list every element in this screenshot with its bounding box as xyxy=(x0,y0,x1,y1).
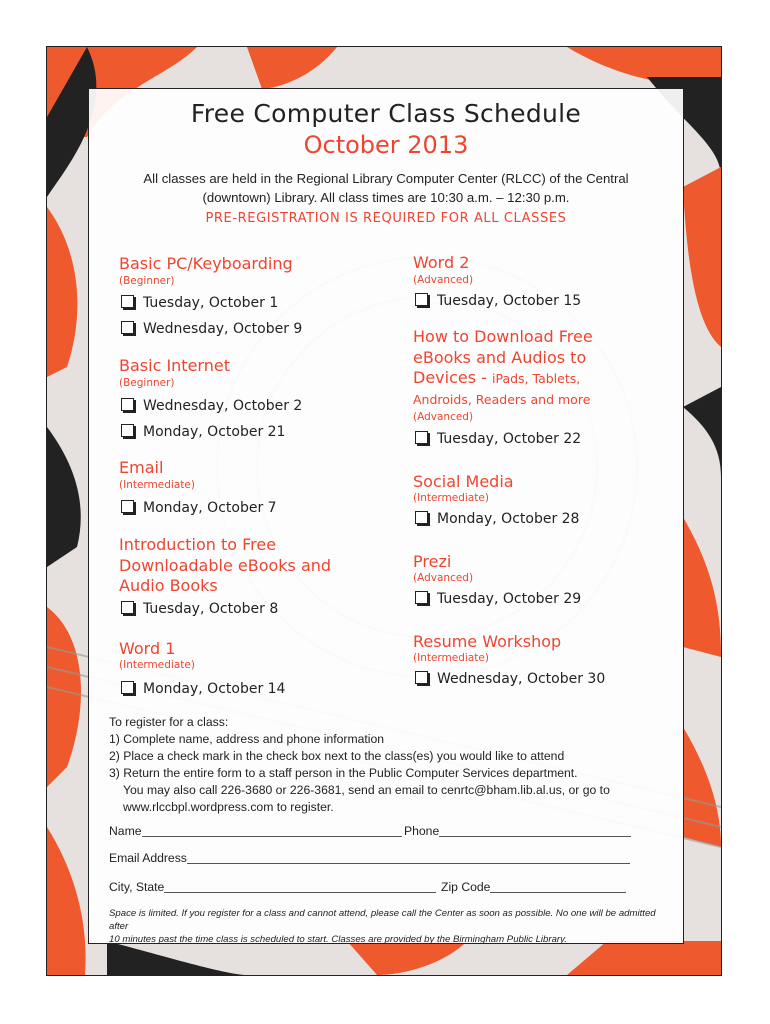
session-intro-ebooks-1[interactable]: Tuesday, October 8 xyxy=(121,601,278,617)
class-title-word1: Word 1 xyxy=(119,639,176,658)
session-word2-1[interactable]: Tuesday, October 15 xyxy=(415,293,581,309)
intro-text xyxy=(119,169,653,207)
registration-instructions xyxy=(109,714,669,816)
registration-contact-line-2: www.rlccbpl.wordpress.com to register. xyxy=(123,800,334,814)
checkbox[interactable] xyxy=(415,293,428,306)
class-level-social-media: (Intermediate) xyxy=(413,492,489,504)
registration-contact-line-1: You may also call 226-3680 or 226-3681, send an email to cenrtc@bham.lib.al.us, or go to xyxy=(123,783,610,797)
session-basic-pc-1[interactable]: Tuesday, October 1 xyxy=(121,295,278,311)
class-title-word2: Word 2 xyxy=(413,253,470,272)
class-title-social-media: Social Media xyxy=(413,472,514,491)
name-field[interactable] xyxy=(109,824,402,838)
class-level-prezi: (Advanced) xyxy=(413,572,474,584)
city-state-input-line[interactable] xyxy=(164,880,436,893)
phone-input-line[interactable] xyxy=(439,824,631,837)
name-label: Name xyxy=(109,824,142,838)
class-title-download-ebooks: How to Download Free eBooks and Audios to Devices - iPads, Tablets, Androids, Readers and more xyxy=(413,327,593,407)
session-email-1[interactable]: Monday, October 7 xyxy=(121,500,277,516)
registration-step: 3) Return the entire form to a staff person in the Public Computer Services department. xyxy=(109,766,578,780)
checkbox[interactable] xyxy=(121,321,134,334)
checkbox[interactable] xyxy=(415,591,428,604)
class-title-resume: Resume Workshop xyxy=(413,632,562,651)
class-title-email: Email xyxy=(119,458,164,477)
class-level-resume: (Intermediate) xyxy=(413,652,489,664)
checkbox[interactable] xyxy=(415,511,428,524)
session-basic-internet-2[interactable]: Monday, October 21 xyxy=(121,424,285,440)
city-state-field[interactable] xyxy=(109,880,436,894)
page-subtitle: October 2013 xyxy=(303,131,469,159)
class-level-basic-pc: (Beginner) xyxy=(119,275,175,287)
registration-step: 1) Complete name, address and phone information xyxy=(109,732,385,746)
preregistration-notice: PRE-REGISTRATION IS REQUIRED FOR ALL CLASSES xyxy=(205,211,567,226)
zip-field[interactable] xyxy=(441,880,626,894)
session-social-media-1[interactable]: Monday, October 28 xyxy=(415,511,579,527)
city-state-label: City, State xyxy=(109,880,165,894)
session-word1-1[interactable]: Monday, October 14 xyxy=(121,681,285,697)
class-title-prezi: Prezi xyxy=(413,552,452,571)
zip-input-line[interactable] xyxy=(490,880,626,893)
checkbox[interactable] xyxy=(121,424,134,437)
class-level-download-ebooks: (Advanced) xyxy=(413,411,474,423)
email-field[interactable] xyxy=(109,851,630,865)
session-prezi-1[interactable]: Tuesday, October 29 xyxy=(415,591,581,607)
phone-label: Phone xyxy=(404,824,440,838)
schedule-panel xyxy=(88,88,684,944)
zip-label: Zip Code xyxy=(441,880,491,894)
session-basic-pc-2[interactable]: Wednesday, October 9 xyxy=(121,321,302,337)
session-download-ebooks-1[interactable]: Tuesday, October 22 xyxy=(415,431,581,447)
class-title-intro-ebooks: Introduction to Free Downloadable eBooks and Audio Books xyxy=(119,535,332,595)
class-title-basic-pc: Basic PC/Keyboarding xyxy=(119,254,293,273)
registration-heading: To register for a class: xyxy=(109,715,229,729)
checkbox[interactable] xyxy=(415,431,428,444)
page-title: Free Computer Class Schedule xyxy=(190,99,582,128)
checkbox[interactable] xyxy=(121,681,134,694)
intro-line-2: (downtown) Library. All class times are 10:30 a.m. – 12:30 p.m. xyxy=(202,190,570,205)
phone-field[interactable] xyxy=(404,824,631,838)
class-level-word2: (Advanced) xyxy=(413,274,474,286)
checkbox[interactable] xyxy=(121,500,134,513)
session-resume-1[interactable]: Wednesday, October 30 xyxy=(415,671,605,687)
registration-step: 2) Place a check mark in the check box next to the class(es) you would like to attend xyxy=(109,749,565,763)
checkbox[interactable] xyxy=(121,295,134,308)
email-input-line[interactable] xyxy=(187,851,630,864)
class-level-email: (Intermediate) xyxy=(119,479,195,491)
email-label: Email Address xyxy=(109,851,187,865)
class-title-basic-internet: Basic Internet xyxy=(119,356,230,375)
class-level-word1: (Intermediate) xyxy=(119,659,195,671)
checkbox[interactable] xyxy=(121,398,134,411)
footer-note: Space is limited. If you register for a class and cannot attend, please call the Center as soon as possible. No one will be admitted after 10 minutes past the time class is scheduled to start. Classes are provided by the Birmingham Public Library. xyxy=(109,908,656,944)
name-input-line[interactable] xyxy=(142,824,402,837)
checkbox[interactable] xyxy=(415,671,428,684)
class-level-basic-internet: (Beginner) xyxy=(119,377,175,389)
checkbox[interactable] xyxy=(121,601,134,614)
session-basic-internet-1[interactable]: Wednesday, October 2 xyxy=(121,398,302,414)
intro-line-1: All classes are held in the Regional Library Computer Center (RLCC) of the Central xyxy=(143,171,629,186)
